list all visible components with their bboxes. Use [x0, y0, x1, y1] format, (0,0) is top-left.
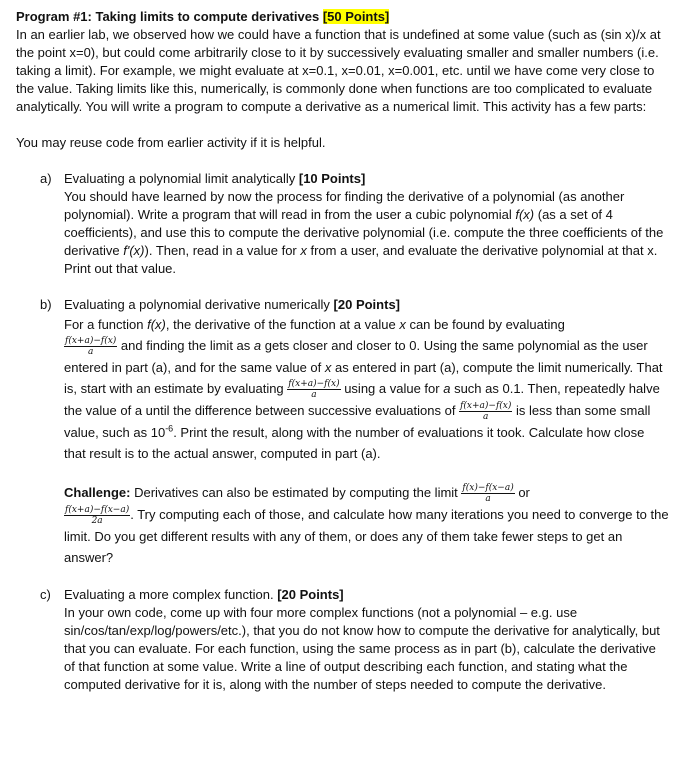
part-b-title: Evaluating a polynomial derivative numerically	[64, 297, 330, 312]
part-b	[16, 296, 669, 568]
page-title: Program #1: Taking limits to compute derivatives	[16, 9, 320, 24]
points-badge: [50 Points]	[322, 9, 390, 24]
part-b-letter: b)	[40, 297, 52, 312]
part-c-points: [20 Points]	[277, 587, 344, 603]
heading	[16, 8, 669, 26]
part-c	[16, 586, 669, 694]
part-c-body: In your own code, come up with four more complex functions (not a polynomial – e.g. use sin/cos/tan/exp/log/powers/etc.), that you do not know how to compute the derivative for analytically, but that you can evaluate. For each function, using the same process as in part (b), calculate the derivative of that function at some value. Write a line of output describing each function, and stating what the computed derivative for it is, along with the number of steps needed to compute the derivative.	[64, 605, 660, 693]
part-a-title: Evaluating a polynomial limit analytically	[64, 171, 296, 186]
part-b-points: [20 Points]	[333, 297, 401, 312]
part-c-letter: c)	[40, 587, 51, 603]
part-b-body: For a function f(x), the derivative of the function at a value x can be found by evaluating $\frac{f(x+a)-f(x)}{a}$ and finding the limit as a gets closer and closer to 0. Using the same polynomial as the user entered in part (a), and for the same value of x as entered in part (a), compute the limit numerically. That is, start with an estimate by evaluating $\frac{f(x+a)-f(x)}{a}$ using a value for a such as 0.1. Then, repeatedly halve the value of a until the difference between successive evaluations of $\frac{f(x+a)-f(x)}{a}$ is less than some small value, such as $10^{-6}$. Print the result, along with the number of evaluations it took. Calculate how close that result is to the actual answer, computed in part (a).	[64, 317, 663, 462]
part-a-heading	[64, 170, 669, 188]
part-a	[16, 170, 669, 278]
challenge-paragraph: Challenge: Derivatives can also be estimated by computing the limit $\frac{f(x)-f(x-a)}{a}$ or $\frac{f(x+a)-f(x-a)}{2a}$ . Try computing each of those, and calculate how many iterations you need to converge to the limit. Do you get different results with any of them, or does any of them take fewer steps to get an answer?	[64, 483, 669, 566]
difference-quotient-3: $\frac{f(x+a)-f(x)}{a}$	[460, 401, 512, 423]
part-c-heading	[64, 586, 669, 604]
backward-difference: $\frac{f(x)-f(x-a)}{a}$	[462, 483, 514, 505]
central-difference: $\frac{f(x+a)-f(x-a)}{2a}$	[65, 505, 130, 527]
part-c-title: Evaluating a more complex function.	[64, 587, 274, 603]
intro-paragraph: In an earlier lab, we observed how we could have a function that is undefined at some value (such as (sin x)/x at the point x=0), but could come arbitrarily close to it by successively evaluating smaller and smaller numbers (i.e. taking a limit). For example, we might evaluate at x=0.1, x=0.01, x=0.001, etc. until we have come very close to the value. Taking limits like this, numerically, is commonly done when functions are too complicated to evaluate analytically. You will write a program to compute a derivative as a numerical limit. This activity has a few parts:	[16, 27, 661, 114]
difference-quotient-2: $\frac{f(x+a)-f(x)}{a}$	[288, 379, 340, 401]
difference-quotient-1: $\frac{f(x+a)-f(x)}{a}$	[65, 336, 117, 358]
part-b-heading	[64, 296, 669, 314]
challenge-label: Challenge:	[64, 485, 131, 501]
part-a-letter: a)	[40, 171, 52, 186]
reuse-note: You may reuse code from earlier activity if it is helpful.	[16, 135, 326, 150]
part-a-points: [10 Points]	[298, 171, 366, 186]
part-a-body: You should have learned by now the process for finding the derivative of a polynomial (as another polynomial). Write a program that will read in from the user a cubic polynomial f(x) (as a set of 4 coefficients), and use this to compute the derivative polynomial (i.e. compute the three coefficients of the derivative f'(x)). Then, read in a value for x from a user, and evaluate the derivative polynomial at that x. Print out that value.	[64, 189, 664, 276]
